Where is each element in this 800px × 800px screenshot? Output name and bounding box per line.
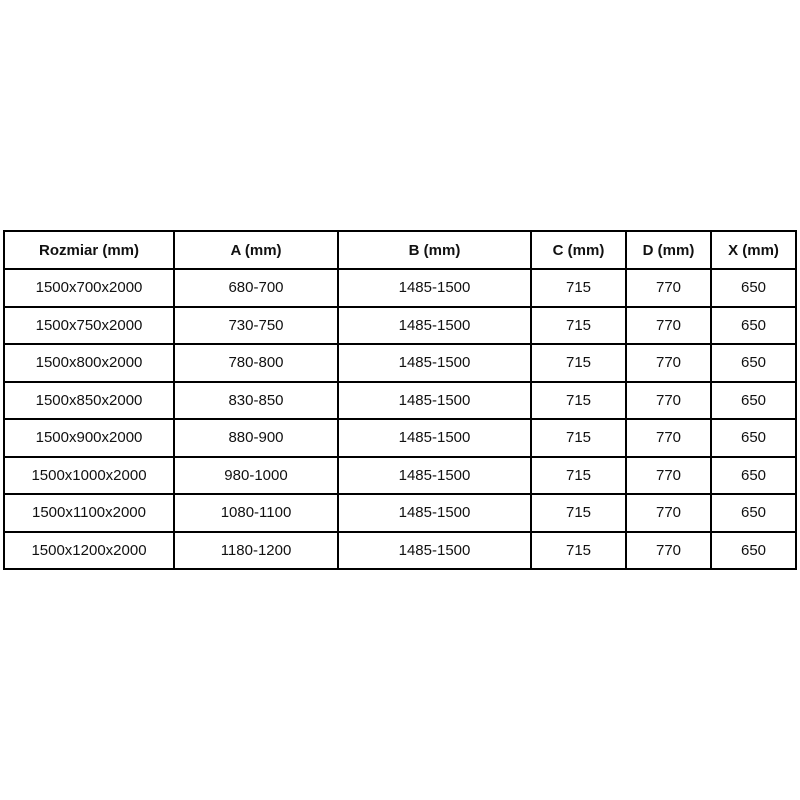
column-header-a: A (mm) [174, 231, 338, 269]
table-cell-c: 715 [531, 382, 626, 420]
table-cell-x: 650 [711, 344, 796, 382]
table-cell-c: 715 [531, 344, 626, 382]
table-cell-rozmiar: 1500x800x2000 [4, 344, 174, 382]
table-cell-rozmiar: 1500x1000x2000 [4, 457, 174, 495]
table-cell-d: 770 [626, 419, 711, 457]
table-cell-a: 1180-1200 [174, 532, 338, 570]
table-cell-d: 770 [626, 532, 711, 570]
table-cell-x: 650 [711, 419, 796, 457]
column-header-d: D (mm) [626, 231, 711, 269]
table-cell-c: 715 [531, 269, 626, 307]
table-cell-b: 1485-1500 [338, 307, 531, 345]
table-cell-c: 715 [531, 494, 626, 532]
table-cell-c: 715 [531, 307, 626, 345]
column-header-x: X (mm) [711, 231, 796, 269]
table-cell-x: 650 [711, 532, 796, 570]
header-row [4, 231, 796, 269]
table-cell-rozmiar: 1500x850x2000 [4, 382, 174, 420]
table-cell-b: 1485-1500 [338, 419, 531, 457]
table-cell-a: 680-700 [174, 269, 338, 307]
table-row [4, 419, 796, 457]
table-cell-d: 770 [626, 269, 711, 307]
table-cell-rozmiar: 1500x1100x2000 [4, 494, 174, 532]
table-cell-a: 980-1000 [174, 457, 338, 495]
table-cell-d: 770 [626, 457, 711, 495]
table-cell-a: 780-800 [174, 344, 338, 382]
table-cell-c: 715 [531, 419, 626, 457]
table-cell-d: 770 [626, 382, 711, 420]
table-cell-a: 730-750 [174, 307, 338, 345]
table-row [4, 532, 796, 570]
table-row [4, 269, 796, 307]
column-header-rozmiar: Rozmiar (mm) [4, 231, 174, 269]
table-cell-b: 1485-1500 [338, 269, 531, 307]
table-cell-d: 770 [626, 307, 711, 345]
table-row [4, 307, 796, 345]
table-body [4, 269, 796, 569]
table-cell-rozmiar: 1500x700x2000 [4, 269, 174, 307]
table-cell-rozmiar: 1500x1200x2000 [4, 532, 174, 570]
table-header [4, 231, 796, 269]
table-cell-a: 830-850 [174, 382, 338, 420]
size-spec-table [3, 230, 797, 570]
table-cell-b: 1485-1500 [338, 382, 531, 420]
table-cell-a: 880-900 [174, 419, 338, 457]
table-cell-rozmiar: 1500x900x2000 [4, 419, 174, 457]
table-cell-b: 1485-1500 [338, 494, 531, 532]
table-cell-x: 650 [711, 269, 796, 307]
column-header-c: C (mm) [531, 231, 626, 269]
table-cell-rozmiar: 1500x750x2000 [4, 307, 174, 345]
table-cell-c: 715 [531, 457, 626, 495]
table-row [4, 344, 796, 382]
table-row [4, 382, 796, 420]
table-cell-x: 650 [711, 494, 796, 532]
table-cell-b: 1485-1500 [338, 457, 531, 495]
table-cell-x: 650 [711, 457, 796, 495]
table-cell-x: 650 [711, 307, 796, 345]
table-cell-d: 770 [626, 494, 711, 532]
table-cell-a: 1080-1100 [174, 494, 338, 532]
table-cell-c: 715 [531, 532, 626, 570]
table-row [4, 494, 796, 532]
table-row [4, 457, 796, 495]
table-cell-b: 1485-1500 [338, 532, 531, 570]
table-cell-d: 770 [626, 344, 711, 382]
table-cell-x: 650 [711, 382, 796, 420]
table-cell-b: 1485-1500 [338, 344, 531, 382]
column-header-b: B (mm) [338, 231, 531, 269]
